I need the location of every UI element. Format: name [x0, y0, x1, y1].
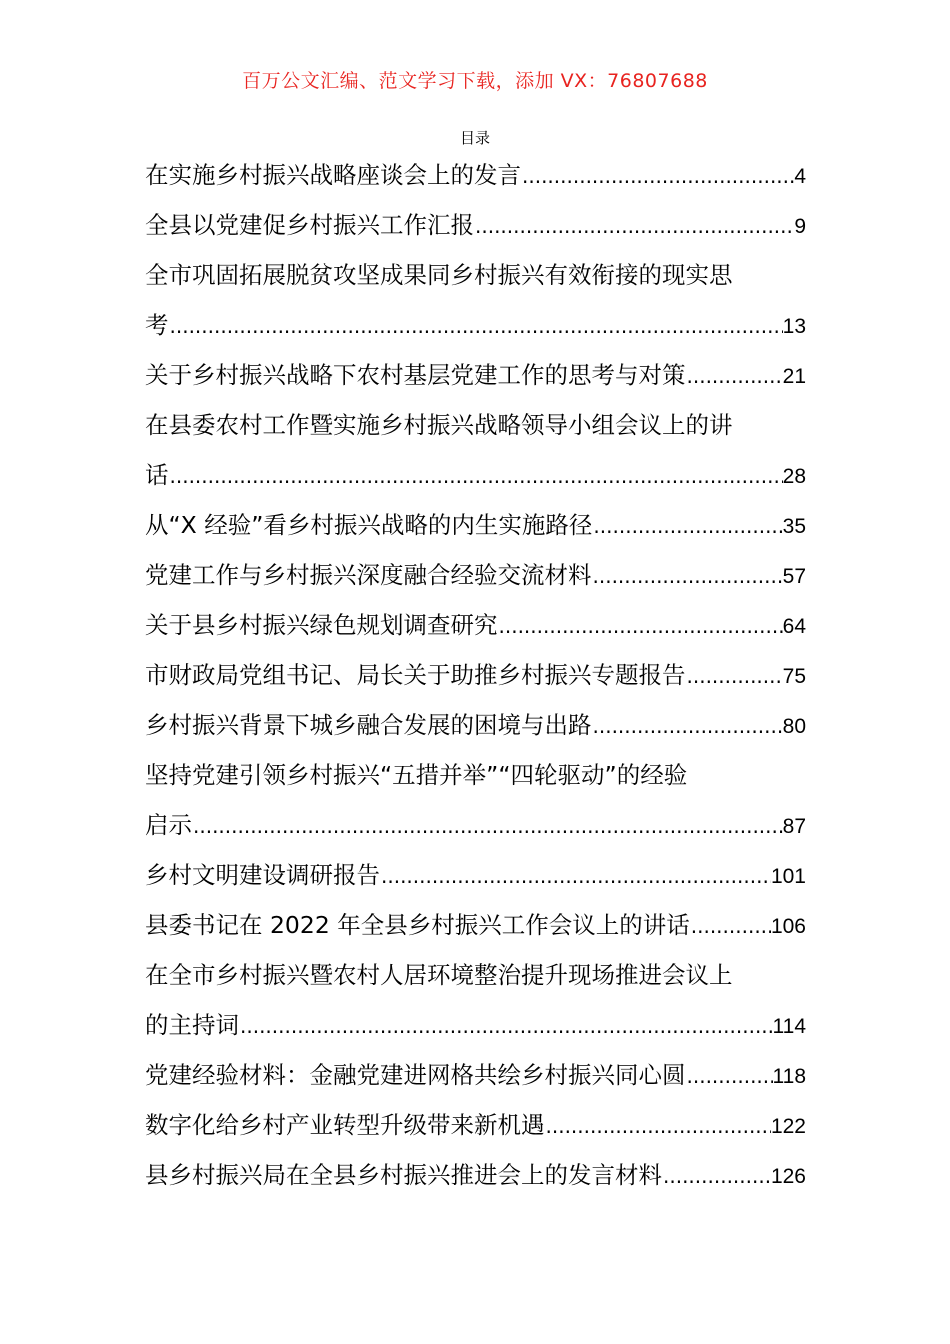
toc-entry-title: 在实施乡村振兴战略座谈会上的发言: [145, 161, 521, 189]
toc-entry-title: 关于乡村振兴战略下农村基层党建工作的思考与对策: [145, 361, 686, 389]
toc-entry-title: 数字化给乡村产业转型升级带来新机遇: [145, 1111, 545, 1139]
toc-entry-title: 乡村振兴背景下城乡融合发展的困境与出路: [145, 711, 592, 739]
toc-entry-title: 全县以党建促乡村振兴工作汇报: [145, 211, 474, 239]
toc-entry-final-line: [145, 350, 806, 400]
toc-dot-leader: [662, 1151, 771, 1200]
toc-entry-final-line: [145, 1150, 806, 1200]
toc-entry-title: 党建工作与乡村振兴深度融合经验交流材料: [145, 561, 592, 589]
toc-entry-line: [145, 950, 806, 1000]
toc-entry-final-line: [145, 800, 806, 850]
toc-entry[interactable]: [145, 550, 806, 600]
toc-entry[interactable]: [145, 1150, 806, 1200]
toc-entry-title: 坚持党建引领乡村振兴“五措并举”“四轮驱动”的经验: [145, 761, 688, 789]
toc-entry[interactable]: [145, 150, 806, 200]
toc-entry-final-line: [145, 850, 806, 900]
toc-entry-title: 在县委农村工作暨实施乡村振兴战略领导小组会议上的讲: [145, 411, 733, 439]
toc-entry[interactable]: [145, 400, 806, 500]
toc-page-number: 101: [770, 865, 806, 888]
toc-entry-final-line: [145, 1000, 806, 1050]
toc-entry-title: 考: [145, 311, 169, 339]
toc-page-number: 28: [782, 465, 806, 488]
toc-page-number: 87: [782, 815, 806, 838]
toc-entry-final-line: [145, 150, 806, 200]
toc-entry-final-line: [145, 300, 806, 350]
toc-dot-leader: [239, 1001, 773, 1050]
toc-entry-final-line: [145, 650, 806, 700]
toc-entry-final-line: [145, 550, 806, 600]
toc-dot-leader: [498, 601, 783, 650]
toc-dot-leader: [169, 301, 783, 350]
toc-page-number: 114: [772, 1015, 806, 1038]
toc-entry-title: 在全市乡村振兴暨农村人居环境整治提升现场推进会议上: [145, 961, 733, 989]
toc-dot-leader: [686, 351, 783, 400]
toc-entry-final-line: [145, 450, 806, 500]
toc-entry-final-line: [145, 700, 806, 750]
toc-dot-leader: [192, 801, 783, 850]
toc-page-number: 126: [770, 1165, 806, 1188]
toc-entry[interactable]: [145, 850, 806, 900]
toc-entry-title: 从“X 经验”看乡村振兴战略的内生实施路径: [145, 511, 593, 539]
toc-page-number: 106: [770, 915, 806, 938]
toc-entry[interactable]: [145, 700, 806, 750]
toc-page-number: 122: [770, 1115, 806, 1138]
toc-entry[interactable]: [145, 200, 806, 250]
toc-dot-leader: [474, 201, 794, 250]
toc-entry[interactable]: [145, 1100, 806, 1150]
toc-entry-title: 的主持词: [145, 1011, 239, 1039]
toc-entry[interactable]: [145, 1050, 806, 1100]
toc-entry-title: 全市巩固拓展脱贫攻坚成果同乡村振兴有效衔接的现实思: [145, 261, 733, 289]
toc-entry[interactable]: [145, 250, 806, 350]
toc-dot-leader: [686, 651, 783, 700]
toc-entry-title: 乡村文明建设调研报告: [145, 861, 380, 889]
toc-page-number: 80: [782, 715, 806, 738]
toc-entry-final-line: [145, 1050, 806, 1100]
toc-entry-title: 关于县乡村振兴绿色规划调查研究: [145, 611, 498, 639]
toc-dot-leader: [690, 901, 771, 950]
table-of-contents: [145, 150, 806, 1200]
toc-entry-final-line: [145, 900, 806, 950]
toc-dot-leader: [169, 451, 783, 500]
toc-dot-leader: [545, 1101, 771, 1150]
toc-page-number: 118: [772, 1065, 806, 1088]
toc-dot-leader: [686, 1051, 773, 1100]
toc-entry[interactable]: [145, 950, 806, 1050]
toc-entry[interactable]: [145, 500, 806, 550]
toc-entry-line: [145, 400, 806, 450]
toc-dot-leader: [380, 851, 771, 900]
toc-entry-title: 县乡村振兴局在全县乡村振兴推进会上的发言材料: [145, 1161, 662, 1189]
toc-page-number: 21: [782, 365, 806, 388]
toc-entry-title: 市财政局党组书记、局长关于助推乡村振兴专题报告: [145, 661, 686, 689]
toc-page-number: 64: [782, 615, 806, 638]
toc-entry-final-line: [145, 200, 806, 250]
toc-dot-leader: [521, 151, 794, 200]
toc-entry-line: [145, 250, 806, 300]
toc-entry-line: [145, 750, 806, 800]
toc-entry-final-line: [145, 500, 806, 550]
toc-entry-title: 启示: [145, 811, 192, 839]
toc-entry[interactable]: [145, 350, 806, 400]
toc-page-number: 57: [782, 565, 806, 588]
toc-entry-title: 县委书记在 2022 年全县乡村振兴工作会议上的讲话: [145, 911, 690, 939]
watermark-banner: 百万公文汇编、范文学习下载，添加 VX：76807688: [242, 70, 708, 92]
toc-dot-leader: [592, 701, 783, 750]
toc-entry-title: 话: [145, 461, 169, 489]
toc-page-number: 35: [782, 515, 806, 538]
toc-page-number: 4: [794, 165, 806, 188]
toc-page-number: 13: [782, 315, 806, 338]
toc-dot-leader: [592, 551, 783, 600]
toc-entry[interactable]: [145, 750, 806, 850]
toc-dot-leader: [592, 501, 782, 550]
toc-page-number: 9: [794, 215, 806, 238]
toc-entry-final-line: [145, 600, 806, 650]
toc-title: 目录: [459, 129, 490, 147]
toc-entry[interactable]: [145, 900, 806, 950]
toc-page-number: 75: [782, 665, 806, 688]
toc-entry-final-line: [145, 1100, 806, 1150]
toc-entry[interactable]: [145, 600, 806, 650]
toc-entry-title: 党建经验材料：金融党建进网格共绘乡村振兴同心圆: [145, 1061, 686, 1089]
toc-entry[interactable]: [145, 650, 806, 700]
